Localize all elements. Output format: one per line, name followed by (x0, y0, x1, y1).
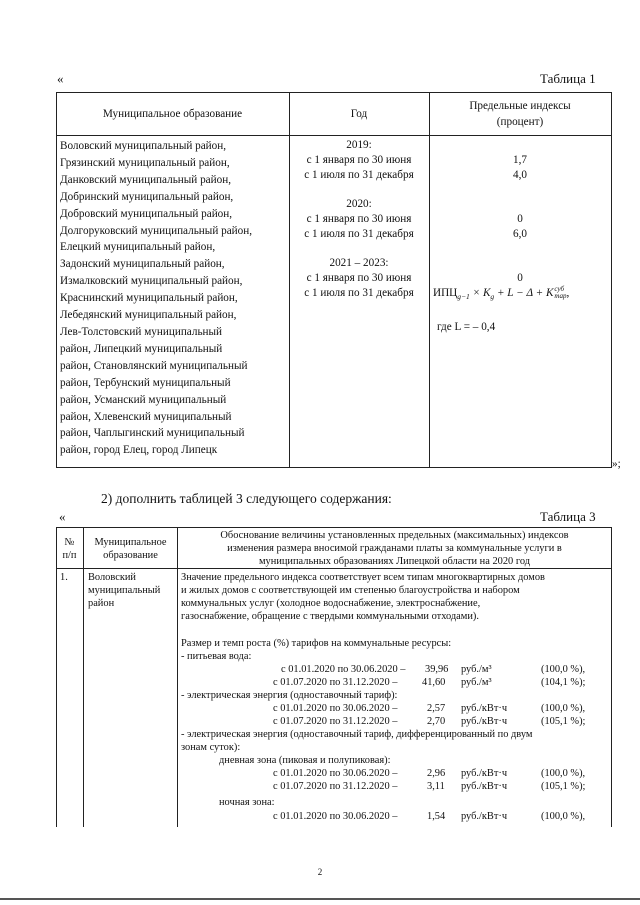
table1-header-percent: (процент) (496, 116, 544, 128)
mo-line: Лебедянский муниципальный район, (60, 309, 237, 322)
row-mo-line: Воловский (88, 572, 136, 583)
formula-comma: , (566, 287, 570, 299)
mo-line: район, город Елец, город Липецк (60, 444, 218, 457)
formula-sub: g−1 (457, 292, 470, 302)
index-2020-h2: 6,0 (513, 228, 527, 240)
tariff-pct: (105,1 %); (541, 716, 586, 727)
table3-row-desc (181, 571, 607, 623)
table3-header-mo (84, 536, 177, 562)
mo-line: Измалковский муниципальный район, (60, 275, 243, 288)
period-2019-half2: с 1 июля по 31 декабря (304, 169, 414, 181)
index-2019-h1: 1,7 (513, 154, 527, 166)
table3-header-divider (56, 568, 612, 569)
index-2019-h2: 4,0 (513, 169, 527, 181)
tariff-pct: (100,0 %), (541, 811, 586, 822)
table1-header-index: Предельные индексы (469, 100, 571, 112)
mo-line: Воловский муниципальный район, (60, 140, 227, 152)
para-line: Значение предельного индекса соответствует всем типам многоквартирных домов (181, 572, 545, 583)
table3-col-divider-2 (177, 527, 178, 827)
index-2020-h1: 0 (517, 213, 523, 225)
index-2021-h1: 0 (517, 272, 523, 284)
tariff-period: с 01.01.2020 по 30.06.2020 – (273, 768, 398, 779)
tariff-pct: (100,0 %), (541, 664, 586, 675)
page-number: 2 (317, 867, 323, 877)
tariff-unit: руб./кВт·ч (461, 768, 508, 779)
header-no-line: № (64, 537, 75, 548)
table3-header-desc (178, 529, 611, 568)
mo-line: район, Чаплыгинский муниципальный (60, 427, 245, 440)
period-2020-half1: с 1 января по 30 июня (306, 213, 412, 225)
header-no-line: п/п (62, 550, 77, 561)
mo-line: Добринский муниципальный район, (60, 190, 234, 203)
row-mo-line: муниципальный (88, 585, 161, 596)
para-line: и жилых домов с соответствующей им степенью благоустройства и набором (181, 585, 520, 596)
header-desc-line: муниципальных образованиях Липецкой области на 2020 год (258, 556, 531, 567)
mo-line: район, Усманский муниципальный (60, 393, 227, 406)
period-2020-half2: с 1 июля по 31 декабря (304, 228, 414, 240)
header-desc-line: изменения размера вносимой гражданами платы за коммунальные услуги в (227, 543, 562, 554)
period-2021-half2: с 1 июля по 31 декабря (304, 287, 414, 299)
table3-row-no: 1. (60, 572, 68, 583)
table1-border-bottom (56, 467, 612, 468)
tariff-value: 39,96 (425, 664, 449, 675)
mo-line: район, Тербунский муниципальный (60, 376, 231, 389)
tariff-period: с 01.01.2020 по 30.06.2020 – (281, 664, 406, 675)
period-2021-year: 2021 – 2023: (329, 257, 389, 269)
table1-close-quote: »; (612, 458, 621, 470)
mo-line: Лев-Толстовский муниципальный (60, 325, 223, 338)
tariff-period: с 01.07.2020 по 31.12.2020 – (273, 677, 398, 688)
mo-line: район, Становлянский муниципальный (60, 359, 248, 372)
tariff-period: с 01.07.2020 по 31.12.2020 – (273, 781, 398, 792)
tariff-period: с 01.01.2020 по 30.06.2020 – (273, 703, 398, 714)
mo-line: район, Липецкий муниципальный (60, 342, 223, 355)
tariff-unit: руб./кВт·ч (461, 811, 508, 822)
tariff-value: 41,60 (422, 677, 446, 688)
tariff-pct: (104,1 %); (541, 677, 586, 688)
mo-line: Краснинский муниципальный район, (60, 292, 238, 305)
day-zone-label: дневная зона (пиковая и полупиковая): (219, 755, 391, 766)
mo-line: Задонский муниципальный район, (60, 258, 225, 271)
tariff-value: 2,96 (427, 768, 446, 779)
table3-col-divider-1 (83, 527, 84, 827)
table3-header-no (56, 536, 83, 562)
tariff-value: 1,54 (427, 811, 446, 822)
formula-sup: суб (554, 285, 565, 294)
table1-border-top (56, 92, 612, 93)
tariff-unit: руб./кВт·ч (461, 716, 508, 727)
el2-line: - электрическая энергия (одноставочный тариф, дифференцированный по двум (181, 729, 533, 740)
table1-municipality-list (60, 138, 288, 459)
period-2020-year: 2020: (346, 198, 372, 210)
tariff-period: с 01.01.2020 по 30.06.2020 – (273, 811, 398, 822)
tariff-pct: (100,0 %), (541, 703, 586, 714)
formula-where: где L = – 0,4 (437, 321, 496, 333)
table3-row-mo (88, 571, 160, 610)
mo-line: Долгоруковский муниципальный район, (60, 224, 253, 237)
formula-sub: g (490, 292, 495, 302)
table1-header-year: Год (350, 108, 368, 120)
night-zone-label: ночная зона: (219, 797, 275, 808)
tariffs-intro: Размер и темп роста (%) тарифов на коммунальные ресурсы: (181, 638, 452, 649)
mo-line: район, Хлевенский муниципальный (60, 410, 232, 423)
table1-border-right (611, 92, 612, 468)
tariff-value: 2,70 (427, 716, 446, 727)
formula-sub: тар (554, 292, 567, 301)
mo-line: Грязинский муниципальный район, (60, 156, 230, 169)
tariff-unit: руб./кВт·ч (461, 781, 508, 792)
water-label: - питьевая вода: (181, 651, 252, 662)
para-line: газоснабжение, обращение с твердыми коммунальными отходами). (181, 611, 479, 622)
header-desc-line: Обоснование величины установленных предельных (максимальных) индексов (220, 530, 569, 541)
tariff-value: 3,11 (427, 781, 445, 792)
table1-border-left (56, 92, 57, 468)
section-heading: 2) дополнить таблицей 3 следующего содержания: (101, 491, 392, 506)
electricity-two-zone-label (181, 728, 607, 754)
table3-border-right (611, 527, 612, 827)
table1-header-divider (56, 135, 612, 136)
mo-line: Елецкий муниципальный район, (60, 241, 216, 254)
formula-rest: + L − Δ + К (494, 287, 554, 299)
period-2021-half1: с 1 января по 30 июня (306, 272, 412, 284)
tariff-unit: руб./м³ (461, 664, 492, 675)
electricity-label: - электрическая энергия (одноставочный тариф): (181, 690, 398, 701)
table1-caption: Таблица 1 (540, 71, 596, 86)
table3-open-quote: « (59, 509, 66, 524)
period-2019-year: 2019: (346, 139, 372, 151)
scan-edge (0, 898, 640, 900)
tariff-value: 2,57 (427, 703, 446, 714)
table1-open-quote: « (57, 71, 64, 86)
row-mo-line: район (88, 598, 115, 609)
para-line: коммунальных услуг (холодное водоснабжение, электроснабжение, (181, 598, 481, 609)
period-2019-half1: с 1 января по 30 июня (306, 154, 412, 166)
header-mo-line: образование (103, 550, 158, 561)
tariff-unit: руб./м³ (461, 677, 492, 688)
tariff-pct: (100,0 %), (541, 768, 586, 779)
tariff-unit: руб./кВт·ч (461, 703, 508, 714)
formula-ipc: ИПЦ (433, 287, 458, 299)
table1-header-mo: Муниципальное образование (102, 108, 243, 120)
table3-border-top (56, 527, 612, 528)
tariff-pct: (105,1 %); (541, 781, 586, 792)
mo-line: Добровский муниципальный район, (60, 207, 233, 220)
formula-k: × К (469, 287, 491, 299)
mo-line: Данковский муниципальный район, (60, 173, 232, 186)
header-mo-line: Муниципальное (94, 537, 167, 548)
table3-caption: Таблица 3 (540, 509, 596, 524)
el2-line: зонам суток): (181, 742, 241, 753)
table3-border-left (56, 527, 57, 827)
index-formula (433, 285, 569, 305)
tariff-period: с 01.07.2020 по 31.12.2020 – (273, 716, 398, 727)
